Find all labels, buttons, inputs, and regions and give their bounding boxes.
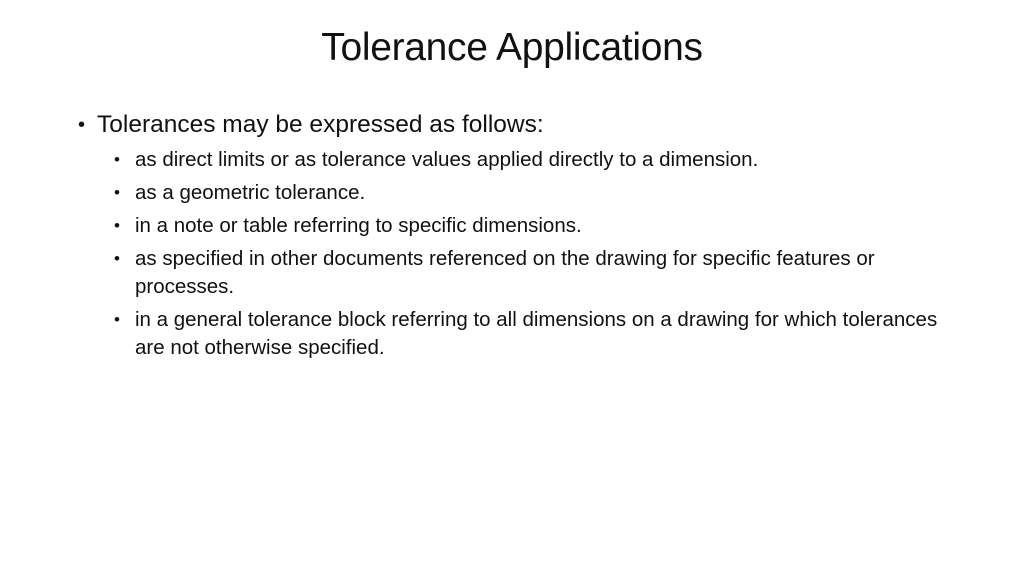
bullet-text: in a general tolerance block referring to all dimensions on a drawing for which tolerances are not otherwise specified. (135, 308, 938, 359)
bullet-icon: • (114, 249, 120, 268)
slide-title: Tolerance Applications (321, 26, 703, 69)
bullet-text: as a geometric tolerance. (135, 181, 366, 204)
bullet-icon: • (114, 310, 120, 329)
bullet-item-level2 (114, 212, 958, 240)
bullet-item-level2 (114, 146, 958, 174)
bullet-text: Tolerances may be expressed as follows: (97, 111, 544, 138)
bullet-text: in a note or table referring to specific dimensions. (135, 214, 582, 237)
bullet-icon: • (78, 114, 86, 136)
bullet-text: as direct limits or as tolerance values applied directly to a dimension. (135, 148, 759, 171)
slide-body (78, 108, 958, 367)
sub-bullet-list (78, 146, 958, 362)
bullet-text: as specified in other documents referenced on the drawing for specific features or processes. (135, 247, 875, 298)
bullet-item-level2 (114, 179, 958, 207)
bullet-icon: • (114, 216, 120, 235)
bullet-icon: • (114, 183, 120, 202)
bullet-item-level2 (114, 306, 958, 362)
bullet-item-level1 (78, 108, 958, 142)
bullet-icon: • (114, 150, 120, 169)
bullet-item-level2 (114, 245, 958, 301)
